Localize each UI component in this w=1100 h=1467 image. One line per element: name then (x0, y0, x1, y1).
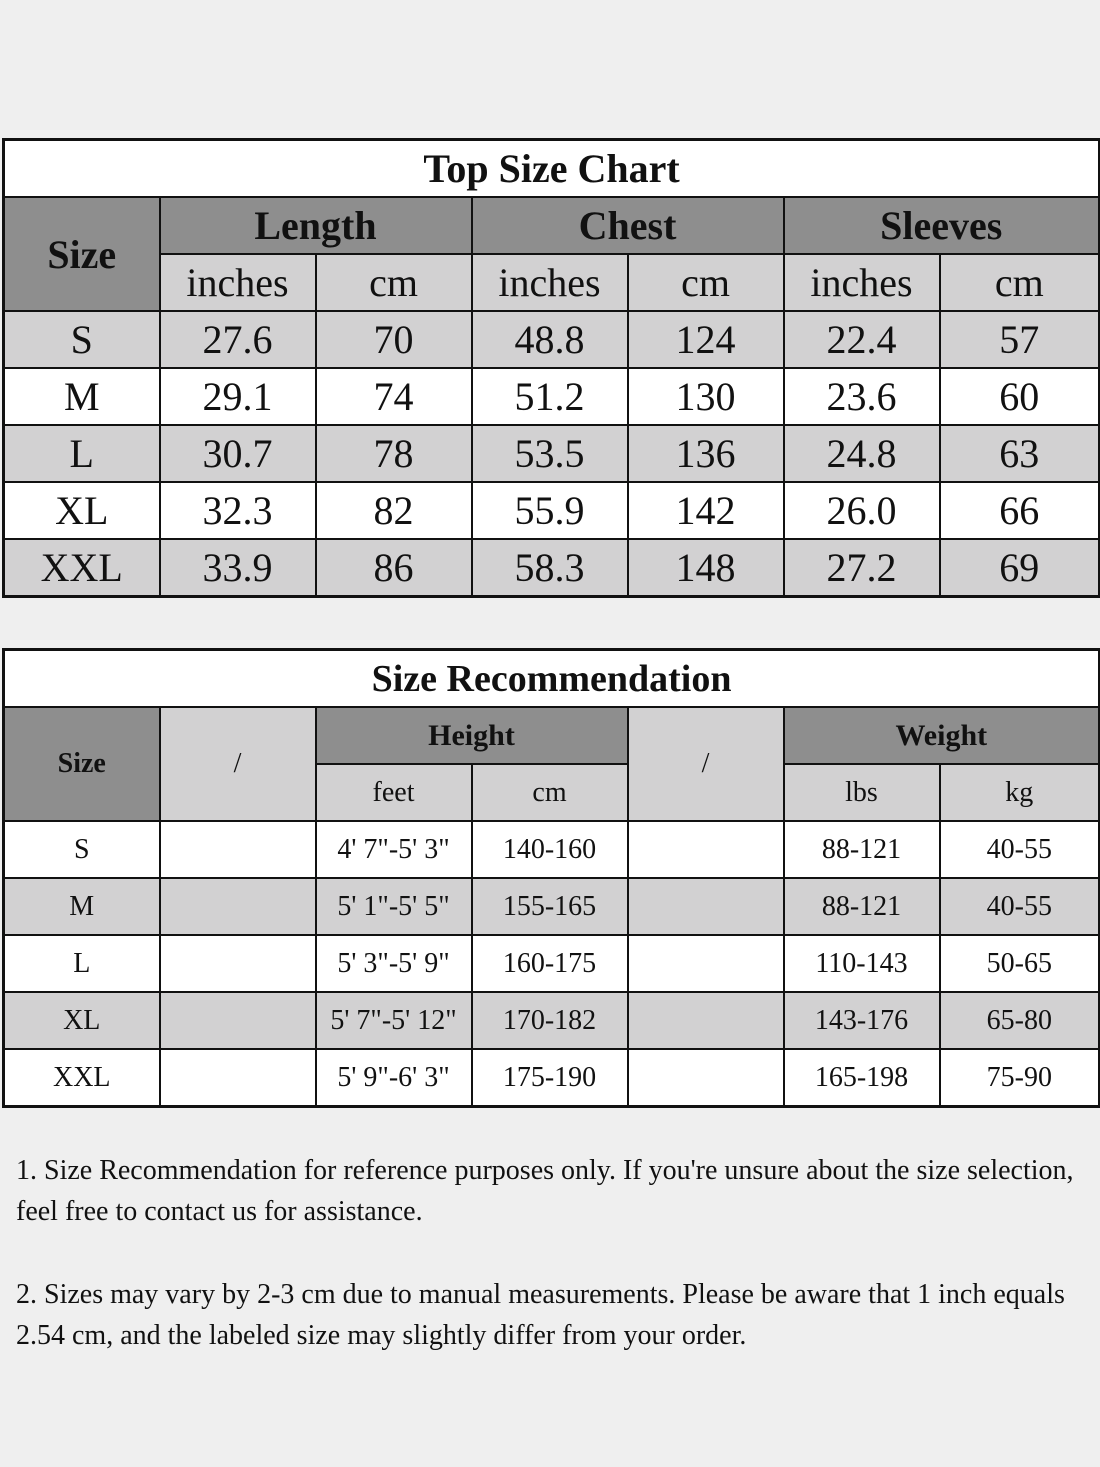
height-feet-cell: 5' 3"-5' 9" (316, 935, 472, 992)
unit-header: inches (160, 254, 316, 311)
size-label: L (4, 935, 160, 992)
weight-lbs-cell: 88-121 (784, 821, 940, 878)
table-cell: 82 (316, 482, 472, 539)
height-cm-cell: 140-160 (472, 821, 628, 878)
table-row (4, 878, 1100, 935)
weight-lbs-cell: 88-121 (784, 878, 940, 935)
size-column-header: Size (4, 707, 160, 821)
size-label: S (4, 311, 160, 368)
unit-header: cm (628, 254, 784, 311)
weight-lbs-cell: 110-143 (784, 935, 940, 992)
height-cm-cell: 170-182 (472, 992, 628, 1049)
weight-kg-cell: 75-90 (940, 1049, 1100, 1107)
blank-column-header: / (160, 707, 316, 821)
table-cell: 26.0 (784, 482, 940, 539)
blank-column-header: / (628, 707, 784, 821)
empty-cell (628, 1049, 784, 1107)
weight-kg-cell: 40-55 (940, 878, 1100, 935)
weight-kg-cell: 40-55 (940, 821, 1100, 878)
height-feet-cell: 4' 7"-5' 3" (316, 821, 472, 878)
unit-header: cm (316, 254, 472, 311)
table-cell: 142 (628, 482, 784, 539)
table-cell: 48.8 (472, 311, 628, 368)
table-cell: 33.9 (160, 539, 316, 597)
unit-header: lbs (784, 764, 940, 821)
table-row (4, 425, 1100, 482)
recommendation-title: Size Recommendation (4, 650, 1100, 708)
height-feet-cell: 5' 9"-6' 3" (316, 1049, 472, 1107)
size-label: M (4, 878, 160, 935)
height-cm-cell: 155-165 (472, 878, 628, 935)
weight-header: Weight (784, 707, 1100, 764)
size-label: XL (4, 482, 160, 539)
table-cell: 70 (316, 311, 472, 368)
size-label: S (4, 821, 160, 878)
table-row (4, 539, 1100, 597)
table-cell: 22.4 (784, 311, 940, 368)
height-cm-cell: 175-190 (472, 1049, 628, 1107)
height-feet-cell: 5' 7"-5' 12" (316, 992, 472, 1049)
size-label: L (4, 425, 160, 482)
size-label: M (4, 368, 160, 425)
unit-header: feet (316, 764, 472, 821)
table-cell: 136 (628, 425, 784, 482)
table-row (4, 482, 1100, 539)
empty-cell (628, 992, 784, 1049)
size-label: XXL (4, 1049, 160, 1107)
empty-cell (628, 878, 784, 935)
table-cell: 30.7 (160, 425, 316, 482)
empty-cell (160, 878, 316, 935)
table-cell: 60 (940, 368, 1100, 425)
height-feet-cell: 5' 1"-5' 5" (316, 878, 472, 935)
note-item: 2. Sizes may vary by 2-3 cm due to manual measurements. Please be aware that 1 inch equals 2.54 cm, and the labeled size may slightly differ from your order. (16, 1279, 1065, 1351)
table-cell: 27.6 (160, 311, 316, 368)
empty-cell (160, 992, 316, 1049)
unit-header: cm (472, 764, 628, 821)
length-header: Length (160, 197, 472, 254)
table-cell: 57 (940, 311, 1100, 368)
table-cell: 148 (628, 539, 784, 597)
weight-kg-cell: 50-65 (940, 935, 1100, 992)
table-cell: 24.8 (784, 425, 940, 482)
chest-header: Chest (472, 197, 784, 254)
table-cell: 23.6 (784, 368, 940, 425)
unit-header: kg (940, 764, 1100, 821)
table-cell: 74 (316, 368, 472, 425)
table-cell: 124 (628, 311, 784, 368)
table-cell: 29.1 (160, 368, 316, 425)
size-label: XXL (4, 539, 160, 597)
size-chart-title: Top Size Chart (4, 140, 1100, 198)
height-header: Height (316, 707, 628, 764)
empty-cell (160, 935, 316, 992)
notes-section (16, 1150, 1086, 1398)
table-cell: 32.3 (160, 482, 316, 539)
table-cell: 27.2 (784, 539, 940, 597)
table-cell: 51.2 (472, 368, 628, 425)
table-cell: 53.5 (472, 425, 628, 482)
empty-cell (628, 935, 784, 992)
note-item: 1. Size Recommendation for reference purposes only. If you're unsure about the size selection, feel free to contact us for assistance. (16, 1155, 1074, 1227)
unit-header: inches (784, 254, 940, 311)
table-row (4, 992, 1100, 1049)
unit-header: inches (472, 254, 628, 311)
table-cell: 58.3 (472, 539, 628, 597)
empty-cell (628, 821, 784, 878)
size-column-header: Size (4, 197, 160, 311)
unit-header: cm (940, 254, 1100, 311)
table-cell: 130 (628, 368, 784, 425)
table-cell: 66 (940, 482, 1100, 539)
size-recommendation-table (2, 648, 1100, 1108)
table-row (4, 311, 1100, 368)
table-row (4, 821, 1100, 878)
table-row (4, 1049, 1100, 1107)
weight-lbs-cell: 165-198 (784, 1049, 940, 1107)
table-cell: 69 (940, 539, 1100, 597)
empty-cell (160, 1049, 316, 1107)
height-cm-cell: 160-175 (472, 935, 628, 992)
weight-kg-cell: 65-80 (940, 992, 1100, 1049)
table-row (4, 368, 1100, 425)
table-row (4, 935, 1100, 992)
table-cell: 63 (940, 425, 1100, 482)
empty-cell (160, 821, 316, 878)
weight-lbs-cell: 143-176 (784, 992, 940, 1049)
table-cell: 78 (316, 425, 472, 482)
table-cell: 55.9 (472, 482, 628, 539)
sleeves-header: Sleeves (784, 197, 1100, 254)
top-size-chart-table (2, 138, 1100, 598)
table-cell: 86 (316, 539, 472, 597)
size-label: XL (4, 992, 160, 1049)
